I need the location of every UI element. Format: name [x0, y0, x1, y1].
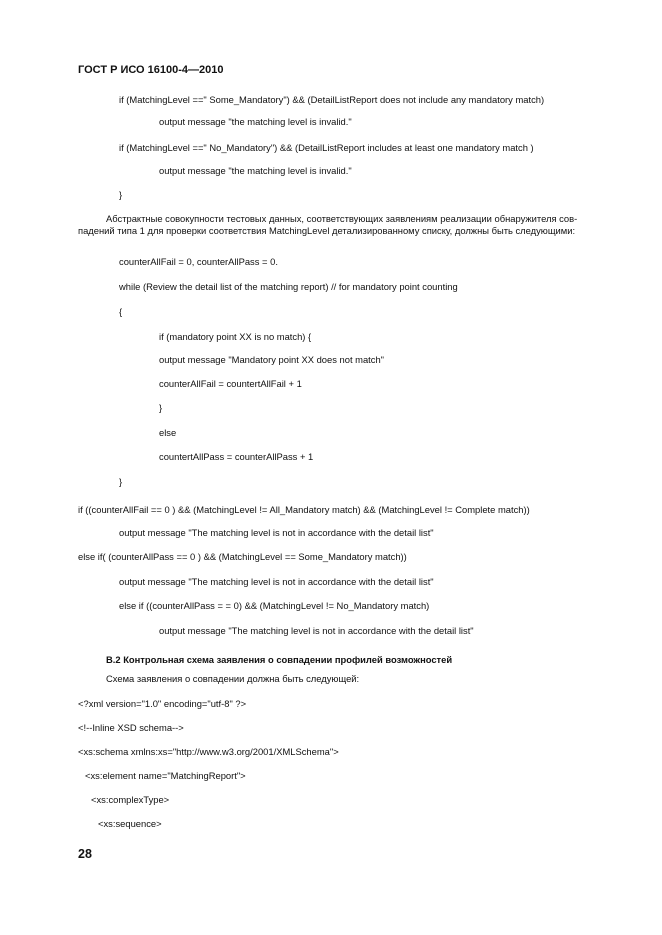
code-line: if (MatchingLevel ==" No_Mandatory") && (DetailListReport includes at least one mandatory match ): [119, 142, 534, 153]
section-heading: В.2 Контрольная схема заявления о совпадении профилей возможностей: [106, 654, 453, 665]
document-header: ГОСТ Р ИСО 16100-4—2010: [78, 64, 224, 76]
body-paragraph: [78, 213, 588, 237]
code-line: counterAllFail = 0, counterAllPass = 0.: [119, 256, 278, 267]
code-line: counterAllFail = countertAllFail + 1: [159, 378, 302, 389]
section-intro: Схема заявления о совпадении должна быть следующей:: [106, 673, 360, 684]
code-line: while (Review the detail list of the matching report) // for mandatory point counting: [119, 281, 458, 292]
page-number: 28: [78, 847, 92, 861]
code-line: output message "the matching level is invalid.": [159, 165, 352, 176]
code-line: if ((counterAllFail == 0 ) && (MatchingLevel != All_Mandatory match) && (MatchingLevel != Complete match)): [78, 504, 530, 515]
code-line: }: [119, 476, 123, 487]
code-line: else if ((counterAllPass = = 0) && (MatchingLevel != No_Mandatory match): [119, 600, 430, 611]
code-line: output message "The matching level is not in accordance with the detail list": [119, 576, 434, 587]
xml-line: <?xml version="1.0" encoding="utf-8" ?>: [78, 698, 247, 709]
code-line: output message "The matching level is not in accordance with the detail list": [159, 625, 474, 636]
code-line: countertAllPass = counterAllPass + 1: [159, 451, 314, 462]
code-line: else: [159, 427, 177, 438]
code-line: {: [119, 306, 123, 317]
xml-line: <!--Inline XSD schema-->: [78, 722, 184, 733]
xml-line: <xs:element name="MatchingReport">: [85, 770, 246, 781]
code-line: if (MatchingLevel ==" Some_Mandatory") && (DetailListReport does not include any mandatory match): [119, 94, 545, 105]
xml-line: <xs:complexType>: [91, 794, 170, 805]
paragraph-line: Абстрактные совокупности тестовых данных, соответствующих заявлениям реализации обнаружителя сов-: [106, 213, 578, 224]
code-line: if (mandatory point XX is no match) {: [159, 331, 312, 342]
paragraph-line: падений типа 1 для проверки соответствия MatchingLevel детализированному списку, должны быть следующими:: [78, 225, 576, 236]
xml-line: <xs:schema xmlns:xs="http://www.w3.org/2001/XMLSchema">: [78, 746, 339, 757]
code-line: }: [159, 402, 163, 413]
code-line: output message "the matching level is invalid.": [159, 116, 352, 127]
code-line: output message "The matching level is not in accordance with the detail list": [119, 527, 434, 538]
code-line: else if( (counterAllPass == 0 ) && (MatchingLevel == Some_Mandatory match)): [78, 551, 407, 562]
code-line: }: [119, 189, 123, 200]
xml-line: <xs:sequence>: [98, 818, 162, 829]
code-line: output message "Mandatory point XX does not match": [159, 354, 385, 365]
